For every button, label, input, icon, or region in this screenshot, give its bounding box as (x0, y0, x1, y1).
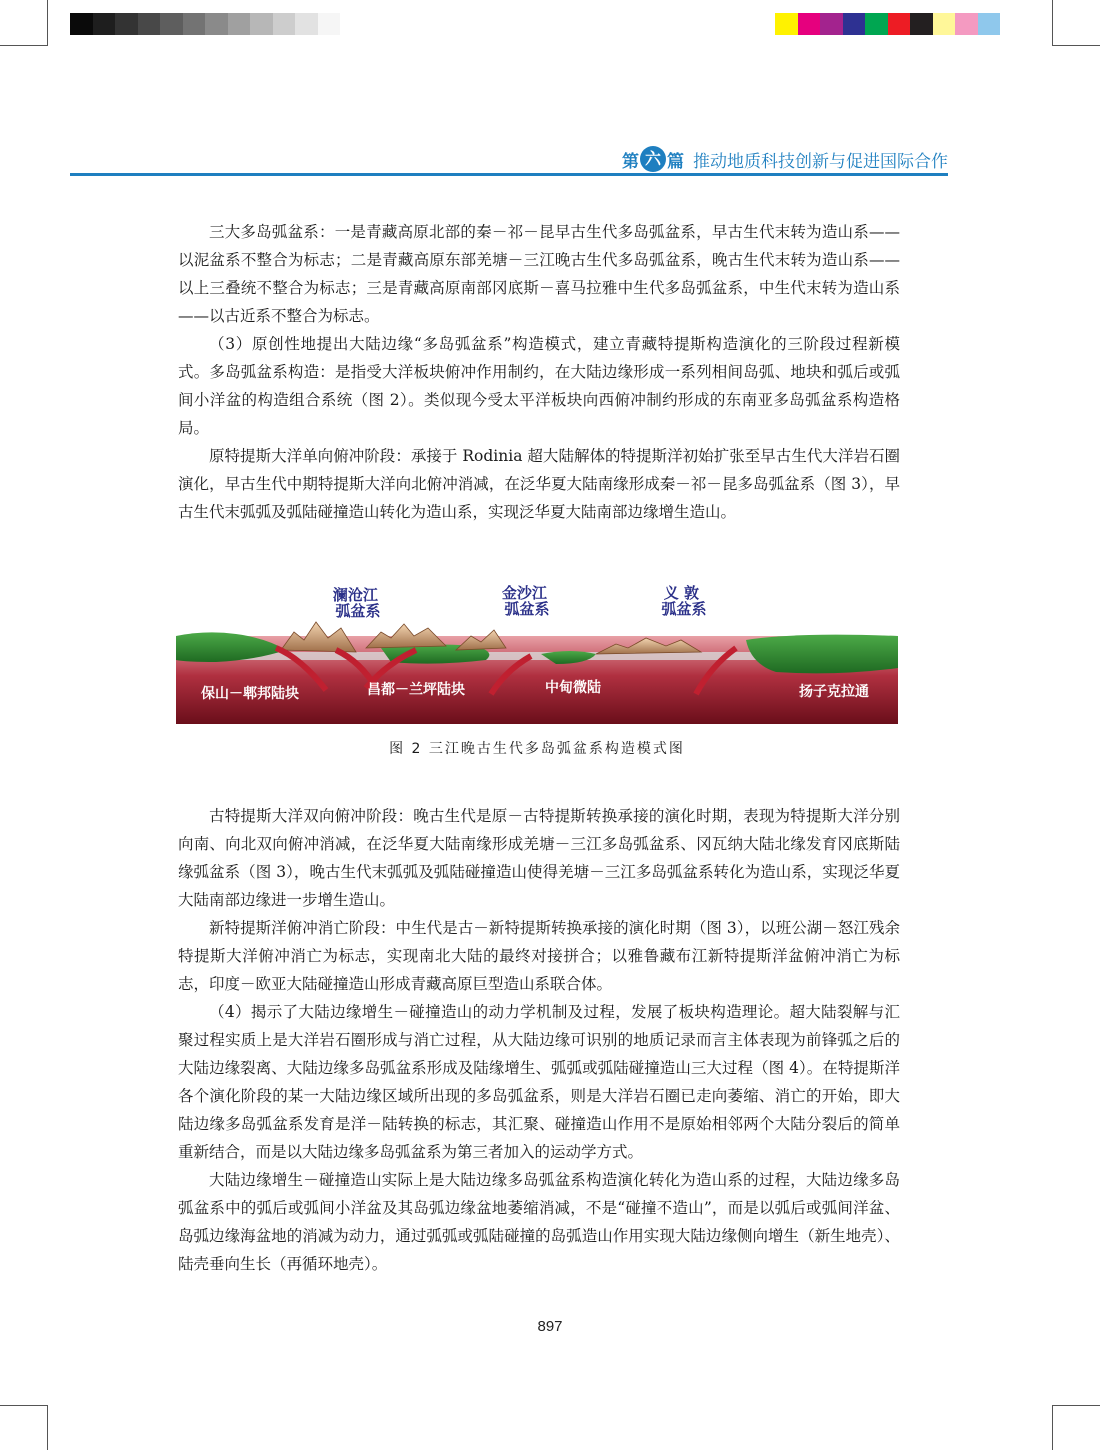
calibration-swatch (115, 13, 138, 35)
orogen-center (366, 624, 446, 648)
calibration-swatch (888, 13, 911, 35)
crop-mark (1052, 1405, 1053, 1450)
calibration-swatch (978, 13, 1001, 35)
calibration-swatch (775, 13, 798, 35)
gray-calibration-bar (70, 13, 340, 35)
crop-mark (1052, 45, 1100, 46)
calibration-swatch (295, 13, 318, 35)
calibration-swatch (865, 13, 888, 35)
calibration-swatch (138, 13, 161, 35)
label-line: 弧盆系 (335, 602, 381, 620)
calibration-swatch (798, 13, 821, 35)
label-line: 义 敦 (663, 584, 699, 602)
color-calibration-bar (775, 13, 1023, 35)
tectonic-model-diagram (176, 578, 898, 728)
block-label-changdu: 昌都－兰坪陆块 (367, 682, 465, 698)
arc-basin-label-lancang (332, 586, 383, 620)
calibration-swatch (70, 13, 93, 35)
calibration-swatch (820, 13, 843, 35)
calibration-swatch (318, 13, 341, 35)
paragraph: 大陆边缘增生－碰撞造山实际上是大陆边缘多岛弧盆系构造演化转化为造山系的过程，大陆边缘多岛弧盆系中的弧后或弧间小洋盆及其岛弧边缘盆地萎缩消减，不是“碰撞不造山”，而是以弧后或弧间洋盆、岛弧边缘海盆地的消减为动力，通过弧弧或弧陆碰撞的岛弧造山作用实现大陆边缘侧向增生（新生地壳）、陆壳垂向生长（再循环地壳）。 (178, 1171, 900, 1273)
part-suffix: 篇 (667, 151, 684, 172)
calibration-swatch (843, 13, 866, 35)
label-line: 金沙江 (501, 584, 547, 602)
part-prefix: 第 (622, 151, 639, 172)
calibration-swatch (205, 13, 228, 35)
label-line: 弧盆系 (504, 600, 550, 618)
paragraph: 原特提斯大洋单向俯冲阶段：承接于 Rodinia 超大陆解体的特提斯洋初始扩张至早古生代大洋岩石圈演化，早古生代中期特提斯大洋向北俯冲消减，在泛华夏大陆南缘形成秦－祁－昆多岛弧盆系（图 3），早古生代末弧弧及弧陆碰撞造山转化为造山系，实现泛华夏大陆南部边缘增生造山。 (178, 447, 900, 521)
paragraph: 新特提斯洋俯冲消亡阶段：中生代是古－新特提斯转换承接的演化时期（图 3），以班公湖－怒江残余特提斯大洋俯冲消亡为标志，实现南北大陆的最终对接拼合；以雅鲁藏布江新特提斯洋盆俯冲消亡为标志，印度－欧亚大陆碰撞造山形成青藏高原巨型造山系联合体。 (178, 919, 900, 993)
calibration-swatch (955, 13, 978, 35)
figure-caption: 图 2 三江晚古生代多岛弧盆系构造模式图 (389, 741, 685, 757)
crop-mark (1052, 1405, 1100, 1406)
calibration-swatch (933, 13, 956, 35)
block-label-yangtze: 扬子克拉通 (799, 684, 869, 700)
paragraph: （4）揭示了大陆边缘增生－碰撞造山的动力学机制及过程，发展了板块构造理论。超大陆裂解与汇聚过程实质上是大洋岩石圈形成与消亡过程，从大陆边缘可识别的地质记录而言主体表现为前锋弧之后的大陆边缘裂离、大陆边缘多岛弧盆系形成及陆缘增生、弧弧或弧陆碰撞造山三大过程（图 4）。在特提斯洋各个演化阶段的某一大陆边缘区域所出现的多岛弧盆系，则是大洋岩石圈已走向萎缩、消亡的开始，即大陆边缘多岛弧盆系发育是洋－陆转换的标志，其汇聚、碰撞造山作用不是原始相邻两个大陆分裂后的简单重新结合，而是以大陆边缘多岛弧盆系为第三者加入的运动学方式。 (178, 1003, 900, 1161)
block-label-zhongdian: 中甸微陆 (545, 680, 601, 696)
arc-basin-label-jinsha (502, 584, 552, 618)
header-rule (70, 173, 948, 176)
calibration-swatch (228, 13, 251, 35)
calibration-swatch (93, 13, 116, 35)
paragraph: 三大多岛弧盆系：一是青藏高原北部的秦－祁－昆早古生代多岛弧盆系，早古生代末转为造山系——以泥盆系不整合为标志；二是青藏高原东部羌塘－三江晚古生代多岛弧盆系，晚古生代末转为造山系——以上三叠统不整合为标志；三是青藏高原南部冈底斯－喜马拉雅中生代多岛弧盆系，中生代末转为造山系——以古近系不整合为标志。 (178, 223, 900, 325)
paragraph: （3）原创性地提出大陆边缘“多岛弧盆系”构造模式，建立青藏特提斯构造演化的三阶段过程新模式。多岛弧盆系构造：是指受大洋板块俯冲作用制约，在大陆边缘形成一系列相间岛弧、地块和弧后或弧间小洋盆的构造组合系统（图 2）。类似现今受太平洋板块向西俯冲制约形成的东南亚多岛弧盆系构造格局。 (178, 335, 900, 437)
calibration-swatch (183, 13, 206, 35)
orogen-left (281, 622, 356, 652)
calibration-swatch (250, 13, 273, 35)
block-label-baoshan: 保山－郫邦陆块 (201, 686, 299, 702)
label-line: 澜沧江 (332, 586, 378, 604)
section-title: 推动地质科技创新与促进国际合作 (693, 151, 948, 172)
header-title (622, 146, 948, 172)
crop-mark (0, 45, 48, 46)
crop-mark (1052, 0, 1053, 46)
calibration-swatch (1000, 13, 1023, 35)
paragraph: 古特提斯大洋双向俯冲阶段：晚古生代是原－古特提斯转换承接的演化时期，表现为特提斯大洋分别向南、向北双向俯冲消减，在泛华夏大陆南缘形成羌塘－三江多岛弧盆系、冈瓦纳大陆北缘发育冈底斯陆缘弧盆系（图 3），晚古生代末弧弧及弧陆碰撞造山使得羌塘－三江多岛弧盆系转化为造山系，实现泛华夏大陆南部边缘进一步增生造山。 (178, 807, 900, 909)
body-text-top (178, 218, 900, 526)
crop-mark (0, 1405, 48, 1406)
figure-2 (176, 578, 898, 728)
crop-mark (47, 1405, 48, 1450)
running-header (70, 146, 950, 174)
crop-mark (47, 0, 48, 46)
page-number: 897 (537, 1318, 563, 1335)
continental-cover-right (746, 635, 898, 674)
calibration-swatch (160, 13, 183, 35)
calibration-swatch (910, 13, 933, 35)
part-number-badge: 六 (640, 146, 666, 172)
body-text-bottom (178, 802, 900, 1278)
calibration-swatch (273, 13, 296, 35)
arc-basin-label-yidun (660, 584, 706, 618)
label-line: 弧盆系 (661, 600, 707, 618)
